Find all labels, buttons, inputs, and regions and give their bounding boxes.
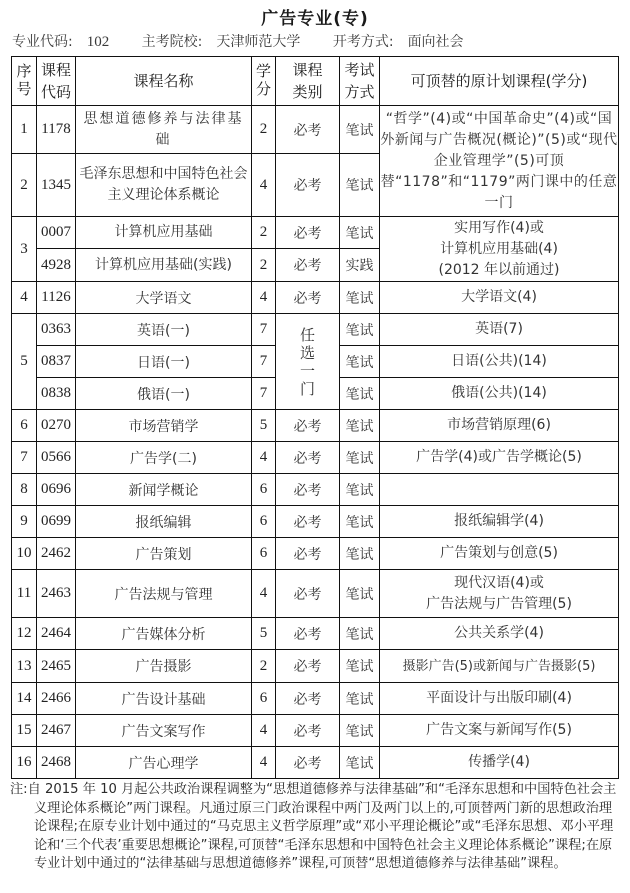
exam-mode bbox=[333, 34, 478, 50]
row-method: 笔试 bbox=[340, 378, 380, 410]
major-code bbox=[12, 34, 123, 50]
row-replace: 市场营销原理(6) bbox=[380, 410, 619, 442]
table-row bbox=[12, 410, 619, 442]
row-no: 13 bbox=[12, 650, 37, 683]
table-row bbox=[12, 442, 619, 474]
row-replace: 广告学(4)或广告学概论(5) bbox=[380, 442, 619, 474]
row-no: 9 bbox=[12, 506, 37, 538]
row-credit: 6 bbox=[252, 474, 276, 506]
row-replace: 俄语(公共)(14) bbox=[380, 378, 619, 410]
row-replace: 大学语文(4) bbox=[380, 282, 619, 314]
row-method: 笔试 bbox=[340, 474, 380, 506]
row-code: 0566 bbox=[37, 442, 76, 474]
row-code: 2467 bbox=[37, 715, 76, 747]
row-replace: 广告文案与新闻写作(5) bbox=[380, 715, 619, 747]
row-type: 必考 bbox=[276, 747, 340, 779]
replace-line: 广告法规与广告管理(5) bbox=[426, 595, 572, 612]
row-replace-merged bbox=[380, 217, 619, 282]
school-label: 主考院校: bbox=[141, 34, 203, 50]
row-type-merged bbox=[276, 314, 340, 410]
row-code: 4928 bbox=[37, 249, 76, 282]
major-school bbox=[142, 34, 315, 50]
row-replace: 日语(公共)(14) bbox=[380, 346, 619, 378]
row-name: 计算机应用基础(实践) bbox=[76, 249, 252, 282]
row-code: 1126 bbox=[37, 282, 76, 314]
row-replace: 平面设计与出版印刷(4) bbox=[380, 683, 619, 715]
row-method: 笔试 bbox=[340, 715, 380, 747]
row-no: 12 bbox=[12, 618, 37, 650]
row-name: 俄语(一) bbox=[76, 378, 252, 410]
page-title: 广告专业(专) bbox=[261, 9, 369, 29]
row-replace: 广告策划与创意(5) bbox=[380, 538, 619, 570]
row-credit: 5 bbox=[252, 618, 276, 650]
row-code: 2463 bbox=[37, 570, 76, 618]
row-code: 2464 bbox=[37, 618, 76, 650]
row-no: 15 bbox=[12, 715, 37, 747]
header-method-label: 考试方式 bbox=[344, 61, 375, 101]
header-type-label: 课程类别 bbox=[292, 61, 323, 101]
row-credit: 6 bbox=[252, 683, 276, 715]
header-credit bbox=[252, 57, 276, 106]
row-type: 必考 bbox=[276, 442, 340, 474]
row-credit: 4 bbox=[252, 442, 276, 474]
row-credit: 4 bbox=[252, 747, 276, 779]
row-credit: 7 bbox=[252, 378, 276, 410]
row-type: 必考 bbox=[276, 249, 340, 282]
row-no: 14 bbox=[12, 683, 37, 715]
row-credit: 4 bbox=[252, 154, 276, 217]
school-value: 天津师范大学 bbox=[216, 34, 301, 50]
row-no: 11 bbox=[12, 570, 37, 618]
row-replace bbox=[380, 570, 619, 618]
header-no bbox=[12, 57, 37, 106]
header-code-label: 课程代码 bbox=[40, 61, 71, 101]
row-code: 0696 bbox=[37, 474, 76, 506]
table-row bbox=[12, 217, 619, 249]
row-code: 0270 bbox=[37, 410, 76, 442]
row-replace: 报纸编辑学(4) bbox=[380, 506, 619, 538]
major-meta bbox=[12, 31, 492, 51]
row-name: 日语(一) bbox=[76, 346, 252, 378]
table-row bbox=[12, 715, 619, 747]
row-replace bbox=[380, 474, 619, 506]
table-row bbox=[12, 747, 619, 779]
row-type: 必考 bbox=[276, 715, 340, 747]
row-code: 0838 bbox=[37, 378, 76, 410]
row-name: 报纸编辑 bbox=[76, 506, 252, 538]
table-row bbox=[12, 570, 619, 618]
row-method: 笔试 bbox=[340, 570, 380, 618]
row-code: 2468 bbox=[37, 747, 76, 779]
row-code: 1178 bbox=[37, 106, 76, 154]
row-name: 大学语文 bbox=[76, 282, 252, 314]
row-type: 必考 bbox=[276, 282, 340, 314]
header-replace: 可顶替的原计划课程(学分) bbox=[380, 57, 619, 106]
row-type: 必考 bbox=[276, 217, 340, 249]
replace-line: 现代汉语(4)或 bbox=[454, 574, 544, 591]
row-code: 0699 bbox=[37, 506, 76, 538]
header-name: 课程名称 bbox=[76, 57, 252, 106]
header-no-label: 序号 bbox=[16, 62, 32, 98]
row-method: 笔试 bbox=[340, 747, 380, 779]
table-row bbox=[12, 106, 619, 154]
row-code: 0007 bbox=[37, 217, 76, 249]
row-name: 广告策划 bbox=[76, 538, 252, 570]
row-method: 笔试 bbox=[340, 506, 380, 538]
header-code bbox=[37, 57, 76, 106]
row-type: 必考 bbox=[276, 106, 340, 154]
row-credit: 2 bbox=[252, 249, 276, 282]
row-no: 7 bbox=[12, 442, 37, 474]
row-type: 必考 bbox=[276, 506, 340, 538]
row-name: 广告媒体分析 bbox=[76, 618, 252, 650]
row-name: 英语(一) bbox=[76, 314, 252, 346]
row-no: 3 bbox=[12, 217, 37, 282]
row-name: 广告学(二) bbox=[76, 442, 252, 474]
row-replace: 传播学(4) bbox=[380, 747, 619, 779]
table-row bbox=[12, 314, 619, 346]
table-row bbox=[12, 282, 619, 314]
row-no: 6 bbox=[12, 410, 37, 442]
row-no: 5 bbox=[12, 314, 37, 410]
table-row bbox=[12, 538, 619, 570]
row-method: 笔试 bbox=[340, 442, 380, 474]
row-type: 必考 bbox=[276, 474, 340, 506]
row-code: 2465 bbox=[37, 650, 76, 683]
row-method: 笔试 bbox=[340, 538, 380, 570]
row-credit: 4 bbox=[252, 715, 276, 747]
row-code: 2466 bbox=[37, 683, 76, 715]
header-type bbox=[276, 57, 340, 106]
row-method: 笔试 bbox=[340, 618, 380, 650]
footnote: 注:自 2015 年 10 月起公共政治课程调整为“思想道德修养与法律基础”和“毛泽东思想和中国特色社会主义理论体系概论”两门课程。凡通过原三门政治课程中两门及两门以上的,可顶替两门新的思想政治理论课程;在原专业计划中通过的“马克思主义哲学原理”或“邓小平理论概论”或“毛泽东思想、邓小平理论和‘三个代表’重要思想概论”课程,可顶替“毛泽东思想和中国特色社会主义理论体系概论”课程;在原专业计划中通过的“法律基础与思想道德修养”课程,可顶替“思想道德修养与法律基础”课程。 bbox=[10, 782, 617, 871]
major-code-value: 102 bbox=[86, 34, 110, 50]
row-no: 10 bbox=[12, 538, 37, 570]
row-method: 笔试 bbox=[340, 683, 380, 715]
replace-line: 实用写作(4)或 bbox=[454, 219, 544, 236]
row-no: 4 bbox=[12, 282, 37, 314]
row-type: 必考 bbox=[276, 538, 340, 570]
row-type: 必考 bbox=[276, 618, 340, 650]
row-name: 计算机应用基础 bbox=[76, 217, 252, 249]
row-name: 思想道德修养与法律基础 bbox=[76, 106, 252, 154]
exam-mode-value: 面向社会 bbox=[407, 34, 464, 50]
header-credit-label: 学分 bbox=[255, 62, 271, 98]
row-method: 笔试 bbox=[340, 346, 380, 378]
row-credit: 6 bbox=[252, 538, 276, 570]
row-name: 市场营销学 bbox=[76, 410, 252, 442]
row-type: 必考 bbox=[276, 650, 340, 683]
row-credit: 6 bbox=[252, 506, 276, 538]
row-no: 8 bbox=[12, 474, 37, 506]
table-row bbox=[12, 650, 619, 683]
major-code-label: 专业代码: bbox=[12, 34, 73, 50]
row-name: 广告设计基础 bbox=[76, 683, 252, 715]
table-row bbox=[12, 618, 619, 650]
row-name: 广告摄影 bbox=[76, 650, 252, 683]
table-row bbox=[12, 474, 619, 506]
row-method: 笔试 bbox=[340, 154, 380, 217]
header-method bbox=[340, 57, 380, 106]
row-replace: 英语(7) bbox=[380, 314, 619, 346]
row-credit: 4 bbox=[252, 282, 276, 314]
row-credit: 2 bbox=[252, 106, 276, 154]
row-no: 1 bbox=[12, 106, 37, 154]
row-name: 毛泽东思想和中国特色社会主义理论体系概论 bbox=[76, 154, 252, 217]
row-replace: 公共关系学(4) bbox=[380, 618, 619, 650]
row-type: 必考 bbox=[276, 683, 340, 715]
table-row bbox=[12, 506, 619, 538]
row-credit: 2 bbox=[252, 217, 276, 249]
row-method: 笔试 bbox=[340, 106, 380, 154]
row-replace-merged: “哲学”(4)或“中国革命史”(4)或“国外新闻与广告概况(概论)”(5)或“现代企业管理学”(5)可顶替“1178”和“1179”两门课中的任意一门 bbox=[380, 106, 619, 217]
course-table bbox=[11, 56, 619, 779]
table-header-row bbox=[12, 57, 619, 106]
row-name: 新闻学概论 bbox=[76, 474, 252, 506]
row-credit: 4 bbox=[252, 570, 276, 618]
row-code: 0363 bbox=[37, 314, 76, 346]
row-credit: 7 bbox=[252, 346, 276, 378]
elective-label: 任选一门 bbox=[299, 325, 315, 398]
row-type: 必考 bbox=[276, 154, 340, 217]
row-method: 笔试 bbox=[340, 650, 380, 683]
row-method: 笔试 bbox=[340, 410, 380, 442]
row-no: 16 bbox=[12, 747, 37, 779]
row-method: 笔试 bbox=[340, 282, 380, 314]
row-type: 必考 bbox=[276, 570, 340, 618]
row-credit: 7 bbox=[252, 314, 276, 346]
replace-line: 计算机应用基础(4) bbox=[440, 240, 558, 257]
row-no: 2 bbox=[12, 154, 37, 217]
exam-mode-label: 开考方式: bbox=[332, 34, 394, 50]
row-code: 1345 bbox=[37, 154, 76, 217]
row-credit: 5 bbox=[252, 410, 276, 442]
row-replace: 摄影广告(5)或新闻与广告摄影(5) bbox=[380, 650, 619, 683]
table-row bbox=[12, 683, 619, 715]
row-method: 笔试 bbox=[340, 314, 380, 346]
row-code: 2462 bbox=[37, 538, 76, 570]
row-name: 广告文案写作 bbox=[76, 715, 252, 747]
row-name: 广告法规与管理 bbox=[76, 570, 252, 618]
row-method: 笔试 bbox=[340, 217, 380, 249]
row-name: 广告心理学 bbox=[76, 747, 252, 779]
replace-line: (2012 年以前通过) bbox=[438, 261, 560, 278]
row-credit: 2 bbox=[252, 650, 276, 683]
row-type: 必考 bbox=[276, 410, 340, 442]
row-method: 实践 bbox=[340, 249, 380, 282]
row-code: 0837 bbox=[37, 346, 76, 378]
